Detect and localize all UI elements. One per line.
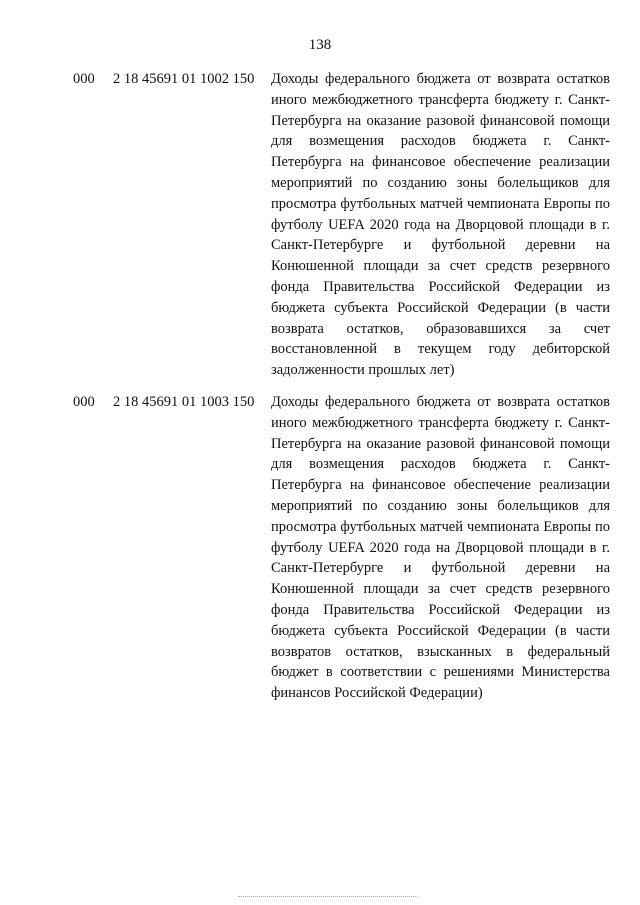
page-number: 138	[308, 37, 332, 53]
scan-artifact-line	[238, 896, 418, 899]
kbk-code: 2 18 45691 01 1002 150	[113, 71, 255, 87]
kbk-code: 2 18 45691 01 1003 150	[113, 394, 255, 410]
admin-code: 000	[73, 71, 95, 87]
admin-code: 000	[73, 394, 95, 410]
entry-description: Доходы федерального бюджета от возврата остатков иного межбюджетного трансферта бюджету г. Санкт-Петербурга на оказание разовой финансовой помощи для возмещения расходов бюджета г. Санкт-Петербурга на финансовое обеспечение реализации мероприятий по созданию зоны болельщиков для просмотра футбольных матчей чемпионата Европы по футболу UEFA 2020 года на Дворцовой площади в г. Санкт-Петербурге и футбольной деревни на Конюшенной площади за счет средств резервного фонда Правительства Российской Федерации из бюджета субъекта Российской Федерации (в части возвратов остатков, взысканных в федеральный бюджет в соответствии с решениями Министерства финансов Российской Федерации)	[271, 394, 610, 702]
entry-description: Доходы федерального бюджета от возврата остатков иного межбюджетного трансферта бюджету г. Санкт-Петербурга на оказание разовой финансовой помощи для возмещения расходов бюджета г. Санкт-Петербурга на финансовое обеспечение реализации мероприятий по созданию зоны болельщиков для просмотра футбольных матчей чемпионата Европы по футболу UEFA 2020 года на Дворцовой площади в г. Санкт-Петербурге и футбольной деревни на Конюшенной площади за счет средств резервного фонда Правительства Российской Федерации из бюджета субъекта Российской Федерации (в части возврата остатков, образовавшихся за счет восстановленной в текущем году дебиторской задолженности прошлых лет)	[271, 71, 610, 379]
